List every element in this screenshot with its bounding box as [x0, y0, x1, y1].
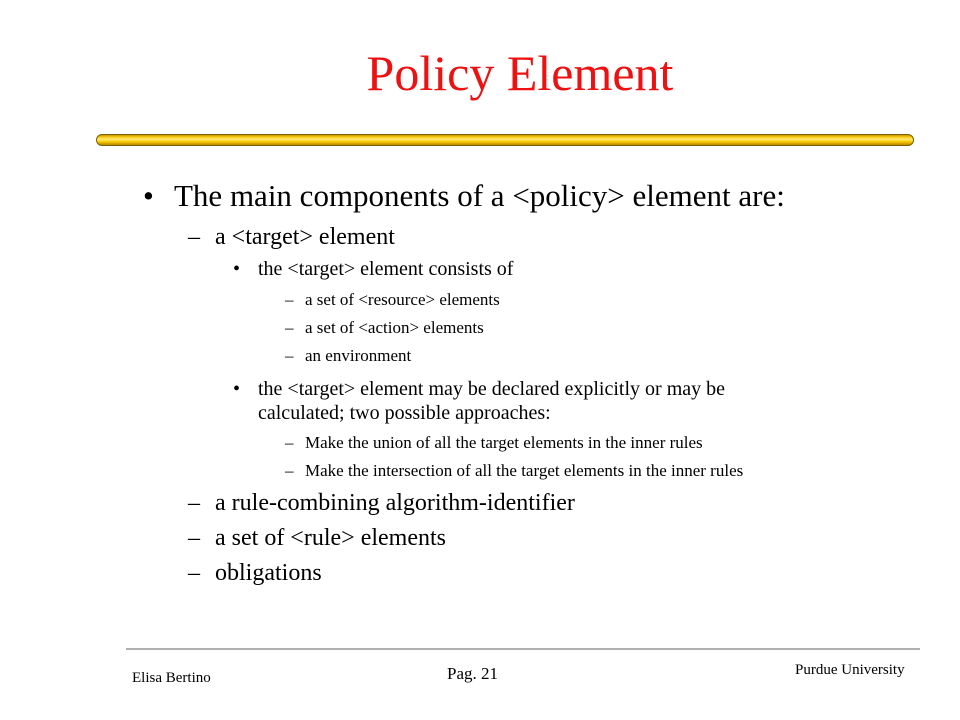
dash-marker: – — [285, 318, 294, 337]
dash-marker: – — [285, 461, 294, 480]
bullet-target-element: a <target> element — [215, 224, 395, 250]
bullet-main-components: The main components of a <policy> element are: — [174, 178, 785, 213]
title-underline-bar — [96, 134, 914, 146]
bullet-union: Make the union of all the target elements in the inner rules — [305, 433, 703, 452]
dash-marker: – — [285, 290, 294, 309]
bullet-obligations: obligations — [215, 560, 322, 586]
slide-title: Policy Element — [366, 45, 674, 101]
bullet-target-declared: the <target> element may be declared explicitly or may be — [258, 378, 726, 400]
dash-marker: – — [188, 525, 200, 551]
footer-institution: Purdue University — [795, 662, 905, 678]
dash-marker: – — [188, 560, 200, 586]
dash-marker: – — [188, 224, 200, 250]
bullet-target-declared-cont: calculated; two possible approaches: — [258, 402, 551, 424]
bullet-dot-marker: • — [233, 258, 241, 280]
dash-marker: – — [285, 346, 294, 365]
bullet-rule-elements: a set of <rule> elements — [215, 525, 446, 551]
footer-author: Elisa Bertino — [132, 670, 211, 686]
footer-divider — [126, 648, 920, 650]
bullet-target-consists: the <target> element consists of — [258, 258, 514, 280]
bullet-rule-combining: a rule-combining algorithm-identifier — [215, 490, 575, 516]
bullet-dot-marker: • — [143, 178, 154, 213]
dash-marker: – — [188, 490, 200, 516]
bullet-resource-elements: a set of <resource> elements — [305, 290, 500, 309]
footer-page-number: Pag. 21 — [447, 664, 498, 683]
bullet-intersection: Make the intersection of all the target elements in the inner rules — [305, 461, 744, 480]
bullet-action-elements: a set of <action> elements — [305, 318, 484, 337]
bullet-environment: an environment — [305, 346, 412, 365]
dash-marker: – — [285, 433, 294, 452]
bullet-dot-marker: • — [233, 378, 241, 400]
